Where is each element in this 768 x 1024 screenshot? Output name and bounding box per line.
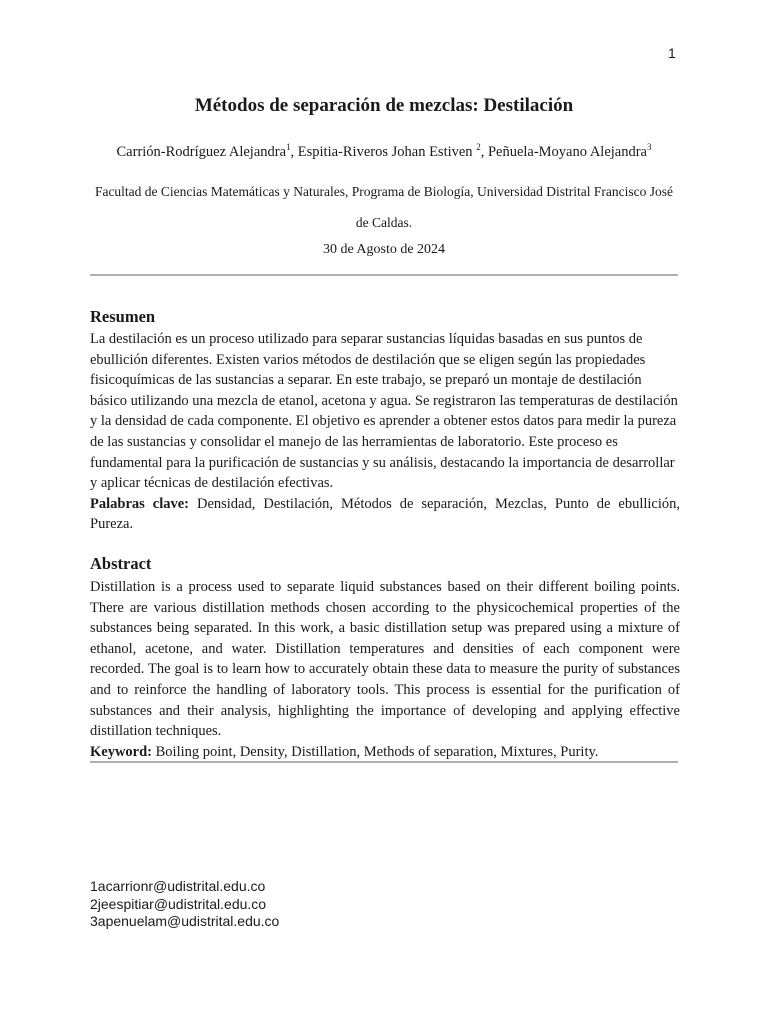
author-name: Carrión-Rodríguez Alejandra: [116, 143, 287, 160]
resumen-body: [90, 329, 680, 535]
author-list: [90, 142, 678, 161]
resumen-heading: Resumen: [90, 307, 156, 326]
footnote-email[interactable]: 3apenuelam@udistrital.edu.co: [90, 913, 280, 929]
author-separator: ,: [480, 143, 488, 160]
footnote-email[interactable]: 2jeespitiar@udistrital.edu.co: [90, 895, 267, 912]
author-affiliation-mark: 1: [286, 142, 291, 152]
keywords-label: Palabras clave:: [90, 495, 189, 512]
keywords-list: Densidad, Destilación, Métodos de separación, Mezclas, Punto de ebullición, Pureza.: [90, 495, 680, 533]
author-separator: ,: [290, 143, 298, 160]
footnotes: [90, 878, 279, 931]
author-name: Espitia-Riveros Johan Estiven: [297, 143, 477, 160]
paper-title: Métodos de separación de mezclas: Destilación: [194, 95, 574, 116]
abstract-keywords: [90, 742, 680, 763]
abstract-divider: [90, 761, 678, 763]
author-affiliation-mark: 2: [476, 142, 481, 152]
abstract-heading: Abstract: [90, 554, 152, 573]
affiliation: Facultad de Ciencias Matemáticas y Naturales, Programa de Biología, Universidad Distrital Francisco José de Caldas.: [94, 184, 674, 230]
header-divider: [90, 274, 678, 276]
abstract-body: [90, 577, 680, 762]
author-affiliation-mark: 3: [646, 142, 652, 152]
footnote-email[interactable]: 1acarrionr@udistrital.edu.co: [90, 878, 266, 894]
resumen-text: La destilación es un proceso utilizado para separar sustancias líquidas basadas en sus puntos de ebullición diferentes. Existen varios métodos de destilación que se eligen según las propiedades fisicoquímicas de las sustancias a separar. En este trabajo, se preparó un montaje de destilación básico utilizando una mezcla de etanol, acetona y agua. Se registraron las temperaturas de destilación y la densidad de cada componente. El objetivo es aprender a obtener estos datos para medir la pureza de las sustancias y consolidar el manejo de las herramientas de laboratorio. Este proceso es fundamental para la purificación de sustancias y su análisis, destacando la importancia de desarrollar y aplicar técnicas de destilación efectivas.: [90, 331, 678, 492]
author-name: Peñuela-Moyano Alejandra: [487, 143, 647, 160]
resumen-keywords: [90, 494, 680, 535]
abstract-text: Distillation is a process used to separate liquid substances based on their different boiling points. There are various distillation methods chosen according to the physicochemical properties of the substances being separated. In this work, a basic distillation setup was prepared using a mixture of ethanol, acetone, and water. Distillation temperatures and densities of each component were recorded. The goal is to learn how to accurately obtain these data to measure the purity of substances and to reinforce the handling of laboratory tools. This process is essential for the purification of substances and their analysis, highlighting the importance of developing and applying effective distillation techniques.: [90, 579, 680, 740]
page-number: 1: [668, 45, 676, 61]
keyword-list: Boiling point, Density, Distillation, Methods of separation, Mixtures, Purity.: [152, 743, 599, 760]
keyword-label: Keyword:: [90, 743, 153, 760]
publication-date: 30 de Agosto de 2024: [322, 242, 446, 257]
